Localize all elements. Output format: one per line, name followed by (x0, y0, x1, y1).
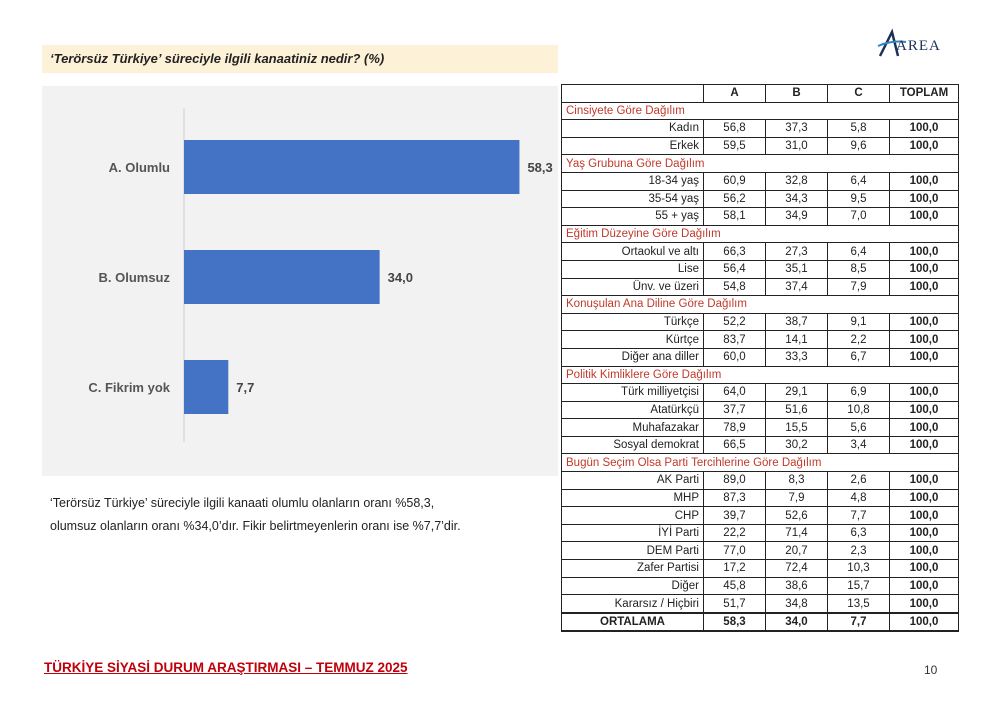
cell-total: 100,0 (890, 348, 959, 366)
cell-value: 45,8 (704, 577, 766, 595)
cell-value: 78,9 (704, 419, 766, 437)
cell-value: 60,9 (704, 172, 766, 190)
bar-2 (184, 250, 380, 304)
cell-total: 100,0 (890, 595, 959, 613)
table-row (562, 190, 959, 208)
summary-text (50, 492, 540, 538)
footer-title: TÜRKİYE SİYASİ DURUM ARAŞTIRMASI – TEMMUZ 2025 (44, 660, 408, 675)
table-row (562, 260, 959, 278)
summary-line-1: ‘Terörsüz Türkiye’ süreciyle ilgili kanaati olumlu olanların oranı %58,3, (50, 496, 435, 510)
cell-total: 100,0 (890, 172, 959, 190)
row-label: 55 + yaş (562, 208, 704, 226)
cell-value: 5,6 (828, 419, 890, 437)
cell-value: 87,3 (704, 489, 766, 507)
cell-value: 5,8 (828, 120, 890, 138)
cell-value: 37,7 (704, 401, 766, 419)
row-label: Diğer ana diller (562, 348, 704, 366)
cell-value: 56,8 (704, 120, 766, 138)
cell-total: 100,0 (890, 313, 959, 331)
average-cell: 58,3 (704, 613, 766, 632)
cell-value: 4,8 (828, 489, 890, 507)
cell-total: 100,0 (890, 331, 959, 349)
cell-value: 8,5 (828, 260, 890, 278)
cell-value: 14,1 (766, 331, 828, 349)
cell-value: 56,2 (704, 190, 766, 208)
table-row (562, 560, 959, 578)
table-row (562, 120, 959, 138)
cell-value: 30,2 (766, 436, 828, 454)
table-row (562, 278, 959, 296)
cell-value: 71,4 (766, 524, 828, 542)
table-row (562, 243, 959, 261)
cell-value: 9,1 (828, 313, 890, 331)
table-header-c: C (828, 85, 890, 103)
cell-value: 56,4 (704, 260, 766, 278)
cell-total: 100,0 (890, 401, 959, 419)
cell-value: 7,9 (828, 278, 890, 296)
cell-value: 9,6 (828, 137, 890, 155)
cell-value: 7,9 (766, 489, 828, 507)
row-label: Sosyal demokrat (562, 436, 704, 454)
table-row (562, 137, 959, 155)
table-group-row (562, 102, 959, 120)
cell-total: 100,0 (890, 507, 959, 525)
table-row (562, 507, 959, 525)
row-label: Türk milliyetçisi (562, 384, 704, 402)
cell-value: 6,4 (828, 243, 890, 261)
cell-total: 100,0 (890, 190, 959, 208)
cell-value: 6,9 (828, 384, 890, 402)
cell-total: 100,0 (890, 524, 959, 542)
table-row (562, 419, 959, 437)
cell-total: 100,0 (890, 472, 959, 490)
cell-total: 100,0 (890, 542, 959, 560)
cell-value: 66,5 (704, 436, 766, 454)
table-row (562, 472, 959, 490)
table-row (562, 577, 959, 595)
cell-value: 77,0 (704, 542, 766, 560)
cell-value: 38,6 (766, 577, 828, 595)
table-group-row (562, 155, 959, 173)
cell-value: 64,0 (704, 384, 766, 402)
row-label: 35-54 yaş (562, 190, 704, 208)
table-header-row (562, 85, 959, 103)
table-row (562, 436, 959, 454)
crosstab-table (561, 84, 959, 632)
row-label: Türkçe (562, 313, 704, 331)
cell-value: 22,2 (704, 524, 766, 542)
average-cell: 34,0 (766, 613, 828, 632)
group-title: Cinsiyete Göre Dağılım (562, 102, 959, 120)
bar-chart (42, 86, 558, 476)
logo-text: AREA (896, 38, 941, 54)
cell-value: 6,4 (828, 172, 890, 190)
cell-total: 100,0 (890, 489, 959, 507)
question-title: ‘Terörsüz Türkiye’ süreciyle ilgili kanaatiniz nedir? (%) (42, 45, 558, 73)
table-header-b: B (766, 85, 828, 103)
cell-value: 27,3 (766, 243, 828, 261)
cell-total: 100,0 (890, 577, 959, 595)
cell-total: 100,0 (890, 260, 959, 278)
cell-value: 34,3 (766, 190, 828, 208)
cell-value: 39,7 (704, 507, 766, 525)
cell-value: 37,3 (766, 120, 828, 138)
group-title: Yaş Grubuna Göre Dağılım (562, 155, 959, 173)
cell-value: 31,0 (766, 137, 828, 155)
value-label-1: 58,3 (527, 160, 553, 175)
cell-value: 34,8 (766, 595, 828, 613)
cell-value: 58,1 (704, 208, 766, 226)
cell-value: 33,3 (766, 348, 828, 366)
cell-total: 100,0 (890, 120, 959, 138)
cell-value: 38,7 (766, 313, 828, 331)
table-row (562, 401, 959, 419)
row-label: Atatürkçü (562, 401, 704, 419)
group-title: Bugün Seçim Olsa Parti Tercihlerine Göre Dağılım (562, 454, 959, 472)
row-label: Muhafazakar (562, 419, 704, 437)
cell-value: 17,2 (704, 560, 766, 578)
table-row (562, 542, 959, 560)
cell-value: 3,4 (828, 436, 890, 454)
table-group-row (562, 225, 959, 243)
table-group-row (562, 296, 959, 314)
table-row (562, 595, 959, 613)
cell-value: 66,3 (704, 243, 766, 261)
value-label-3: 7,7 (236, 380, 255, 395)
cell-value: 35,1 (766, 260, 828, 278)
row-label: Kararsız / Hiçbiri (562, 595, 704, 613)
table-row (562, 348, 959, 366)
table-group-row (562, 454, 959, 472)
summary-line-2: olumsuz olanların oranı %34,0’dır. Fikir belirtmeyenlerin oranı ise %7,7’dir. (50, 519, 461, 533)
cell-value: 59,5 (704, 137, 766, 155)
cell-total: 100,0 (890, 137, 959, 155)
cell-value: 51,6 (766, 401, 828, 419)
page-number: 10 (924, 663, 938, 677)
table-row (562, 489, 959, 507)
row-label: Erkek (562, 137, 704, 155)
cell-value: 72,4 (766, 560, 828, 578)
row-label: Lise (562, 260, 704, 278)
average-row (562, 613, 959, 632)
row-label: MHP (562, 489, 704, 507)
category-label-2: B. Olumsuz (98, 270, 170, 285)
cell-value: 2,3 (828, 542, 890, 560)
group-title: Politik Kimliklere Göre Dağılım (562, 366, 959, 384)
cell-total: 100,0 (890, 436, 959, 454)
cell-value: 83,7 (704, 331, 766, 349)
row-label: İYİ Parti (562, 524, 704, 542)
table-group-row (562, 366, 959, 384)
table-row (562, 384, 959, 402)
cell-value: 15,7 (828, 577, 890, 595)
row-label: Diğer (562, 577, 704, 595)
row-label: CHP (562, 507, 704, 525)
cell-value: 9,5 (828, 190, 890, 208)
cell-total: 100,0 (890, 278, 959, 296)
cell-value: 6,7 (828, 348, 890, 366)
cell-total: 100,0 (890, 419, 959, 437)
bar-1 (184, 140, 519, 194)
cell-value: 51,7 (704, 595, 766, 613)
bar-3 (184, 360, 228, 414)
value-label-2: 34,0 (387, 270, 413, 285)
cell-value: 10,8 (828, 401, 890, 419)
cell-value: 52,2 (704, 313, 766, 331)
table-body (562, 102, 959, 631)
table-row (562, 313, 959, 331)
table-header-a: A (704, 85, 766, 103)
cell-value: 10,3 (828, 560, 890, 578)
cell-value: 52,6 (766, 507, 828, 525)
row-label: DEM Parti (562, 542, 704, 560)
average-cell: 100,0 (890, 613, 959, 632)
cell-value: 32,8 (766, 172, 828, 190)
row-label: Ünv. ve üzeri (562, 278, 704, 296)
cell-value: 34,9 (766, 208, 828, 226)
cell-value: 89,0 (704, 472, 766, 490)
category-label-3: C. Fikrim yok (88, 380, 170, 395)
table-header-blank (562, 85, 704, 103)
cell-value: 2,2 (828, 331, 890, 349)
cell-total: 100,0 (890, 243, 959, 261)
category-label-1: A. Olumlu (108, 160, 170, 175)
row-label: Ortaokul ve altı (562, 243, 704, 261)
cell-value: 20,7 (766, 542, 828, 560)
cell-value: 7,7 (828, 507, 890, 525)
group-title: Konuşulan Ana Diline Göre Dağılım (562, 296, 959, 314)
cell-value: 37,4 (766, 278, 828, 296)
average-label: ORTALAMA (562, 613, 704, 632)
row-label: Kürtçe (562, 331, 704, 349)
cell-value: 15,5 (766, 419, 828, 437)
average-cell: 7,7 (828, 613, 890, 632)
row-label: Zafer Partisi (562, 560, 704, 578)
cell-value: 6,3 (828, 524, 890, 542)
table-row (562, 172, 959, 190)
cell-value: 29,1 (766, 384, 828, 402)
cell-value: 7,0 (828, 208, 890, 226)
cell-value: 8,3 (766, 472, 828, 490)
table-row (562, 331, 959, 349)
cell-value: 2,6 (828, 472, 890, 490)
table-row (562, 524, 959, 542)
cell-total: 100,0 (890, 560, 959, 578)
table-row (562, 208, 959, 226)
cell-value: 60,0 (704, 348, 766, 366)
row-label: AK Parti (562, 472, 704, 490)
chart-svg (42, 86, 558, 476)
cell-value: 54,8 (704, 278, 766, 296)
row-label: 18-34 yaş (562, 172, 704, 190)
cell-total: 100,0 (890, 384, 959, 402)
row-label: Kadın (562, 120, 704, 138)
group-title: Eğitim Düzeyine Göre Dağılım (562, 225, 959, 243)
cell-value: 13,5 (828, 595, 890, 613)
table-header-total: TOPLAM (890, 85, 959, 103)
cell-total: 100,0 (890, 208, 959, 226)
